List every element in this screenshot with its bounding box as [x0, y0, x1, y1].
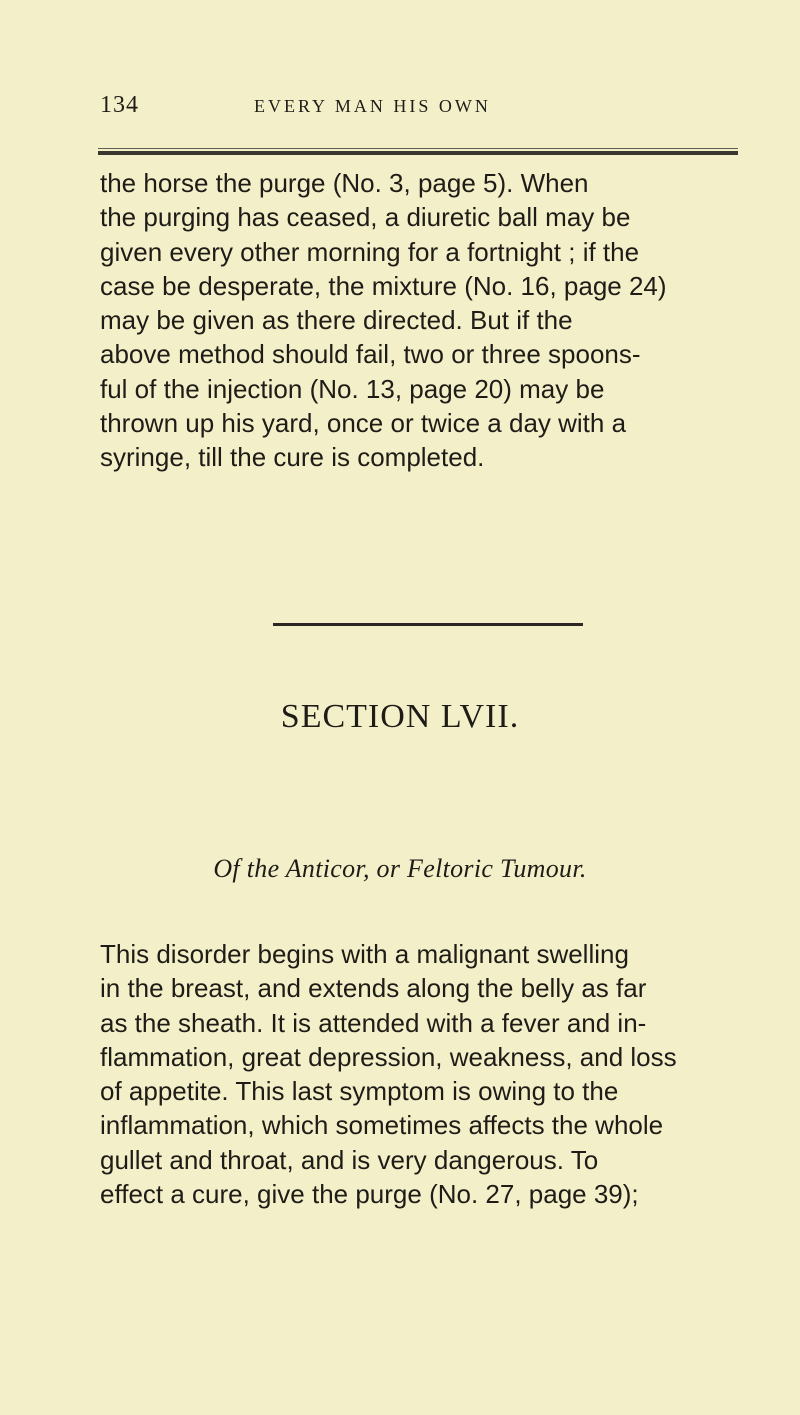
body-text-bottom	[100, 937, 740, 1211]
body-line: ful of the injection (No. 13, page 20) may be	[100, 373, 605, 404]
body-line: case be desperate, the mixture (No. 16, page 24)	[100, 270, 667, 301]
body-line: in the breast, and extends along the belly as far	[100, 973, 647, 1004]
section-divider	[273, 623, 583, 626]
section-title: SECTION LVII.	[280, 698, 520, 735]
page-number: 134	[100, 92, 139, 118]
body-line: This disorder begins with a malignant swelling	[100, 939, 629, 969]
page-header	[100, 92, 740, 132]
body-line: gullet and throat, and is very dangerous. To	[100, 1144, 599, 1175]
body-line: thrown up his yard, once or twice a day with a	[100, 408, 627, 439]
body-line: flammation, great depression, weakness, and loss	[100, 1041, 677, 1072]
header-rule	[98, 151, 738, 155]
body-line: the horse the purge (No. 3, page 5). When	[100, 168, 589, 198]
body-line: given every other morning for a fortnight ; if the	[100, 236, 640, 267]
body-line: inflammation, which sometimes affects the whole	[100, 1110, 664, 1141]
body-line: effect a cure, give the purge (No. 27, page 39);	[100, 1179, 639, 1210]
body-text-top	[100, 166, 740, 475]
running-title: EVERY MAN HIS OWN	[254, 96, 491, 116]
body-line: as the sheath. It is attended with a fever and in-	[100, 1007, 647, 1038]
body-line: may be given as there directed. But if the	[100, 305, 573, 336]
body-line: above method should fail, two or three spoons-	[100, 339, 641, 370]
body-line: of appetite. This last symptom is owing to the	[100, 1076, 619, 1107]
body-line: the purging has ceased, a diuretic ball may be	[100, 202, 631, 233]
body-line: syringe, till the cure is completed.	[100, 442, 485, 473]
section-subtitle: Of the Anticor, or Feltoric Tumour.	[213, 854, 587, 883]
